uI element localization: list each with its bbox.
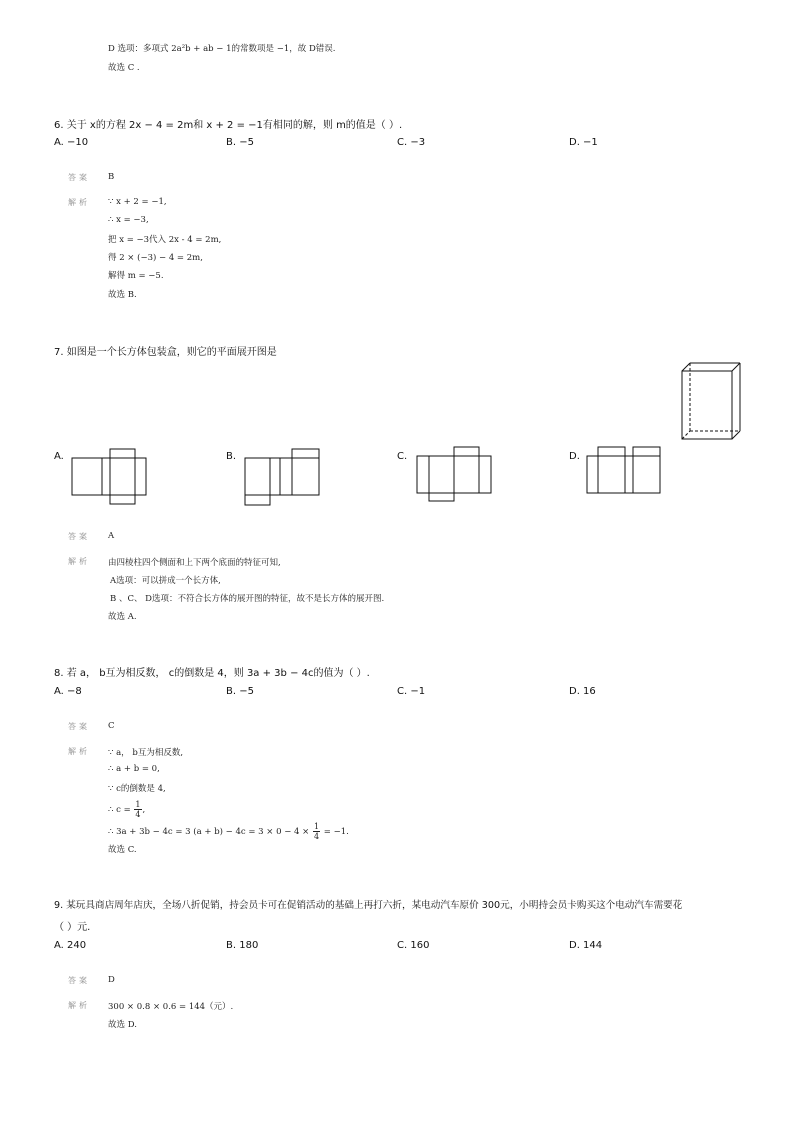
option-b: B. −5 — [226, 686, 254, 697]
answer-label: 答案 — [68, 976, 90, 985]
analysis-line: A选项：可以拼成一个长方体, — [110, 576, 221, 586]
question-stem: 9. 某玩具商店周年店庆，全场八折促销，持会员卡可在促销活动的基础上再打六折，某电动汽车原价 300元，小明持会员卡购买这个电动汽车需要花 — [54, 900, 683, 911]
analysis-text: = −1. — [321, 827, 349, 837]
option-d: D. 16 — [569, 686, 596, 697]
option-a: A. −8 — [54, 686, 82, 697]
analysis-label: 解析 — [68, 747, 90, 756]
answer-label: 答案 — [68, 722, 90, 731]
analysis-line: 由四棱柱四个侧面和上下两个底面的特征可知, — [108, 558, 281, 568]
analysis-line: 故选 D. — [108, 1020, 137, 1030]
prev-analysis-line: D 选项：多项式 2a²b + ab − 1的常数项是 −1，故 D错误. — [108, 44, 336, 54]
option-d: D. 144 — [569, 940, 603, 951]
fraction-denominator: 4 — [313, 832, 320, 841]
analysis-label: 解析 — [68, 198, 90, 207]
answer-label: 答案 — [68, 173, 90, 182]
question-stem-continued: （ ）元. — [54, 922, 91, 933]
analysis-text: ∴ 3a + 3b − 4c = 3 (a + b) − 4c = 3 × 0 − 4 × — [108, 827, 312, 837]
answer-value: A — [108, 531, 115, 541]
analysis-line: B 、C、 D选项：不符合长方体的展开图的特征，故不是长方体的展开图. — [110, 594, 385, 604]
question-stem: 7. 如图是一个长方体包装盒，则它的平面展开图是 — [54, 347, 277, 358]
answer-value: D — [108, 975, 115, 985]
analysis-label: 解析 — [68, 557, 90, 566]
option-a: A. 240 — [54, 940, 87, 951]
fraction-numerator: 1 — [135, 800, 141, 809]
option-d: D. — [569, 451, 580, 462]
analysis-line: 解得 m = −5. — [108, 271, 164, 281]
analysis-line: ∵ a， b互为相反数, — [108, 748, 184, 758]
prev-conclusion: 故选 C . — [108, 63, 140, 73]
option-b: B. 180 — [226, 940, 259, 951]
fraction-numerator: 1 — [313, 822, 320, 831]
net-figure-a — [70, 447, 148, 505]
analysis-line: 故选 C. — [108, 845, 137, 855]
net-figure-c — [415, 445, 493, 503]
analysis-line: ∴ x = −3, — [108, 215, 149, 225]
option-d: D. −1 — [569, 137, 598, 148]
answer-label: 答案 — [68, 532, 90, 541]
analysis-line: 故选 B. — [108, 290, 137, 300]
net-figure-d — [585, 445, 663, 497]
analysis-line: 把 x = −3代入 2x - 4 = 2m, — [108, 235, 222, 245]
analysis-line: 故选 A. — [108, 612, 137, 622]
analysis-text: , — [142, 805, 146, 815]
analysis-line: ∵ x + 2 = −1, — [108, 197, 167, 207]
cuboid-figure — [678, 362, 740, 442]
analysis-line — [108, 822, 349, 841]
option-c: C. 160 — [397, 940, 430, 951]
option-b: B. −5 — [226, 137, 254, 148]
question-stem: 8. 若 a， b互为相反数， c的倒数是 4，则 3a + 3b − 4c的值为（ ）. — [54, 668, 370, 679]
analysis-line: ∴ a + b = 0, — [108, 764, 160, 774]
fraction-denominator: 4 — [135, 810, 141, 819]
analysis-label: 解析 — [68, 1001, 90, 1010]
fraction — [134, 800, 141, 819]
option-a: A. −10 — [54, 137, 89, 148]
analysis-line: 得 2 × (−3) − 4 = 2m, — [108, 253, 203, 263]
analysis-text: ∴ c = — [108, 805, 134, 815]
analysis-line — [108, 800, 145, 819]
option-b: B. — [226, 451, 237, 462]
option-c: C. — [397, 451, 408, 462]
analysis-line: 300 × 0.8 × 0.6 = 144（元）. — [108, 1002, 234, 1012]
option-c: C. −1 — [397, 686, 426, 697]
question-stem: 6. 关于 x的方程 2x − 4 = 2m和 x + 2 = −1有相同的解，则 m的值是（ ）. — [54, 120, 403, 131]
option-c: C. −3 — [397, 137, 426, 148]
net-figure-b — [243, 447, 323, 509]
answer-value: C — [108, 721, 115, 731]
fraction — [313, 822, 320, 841]
analysis-line: ∵ c的倒数是 4, — [108, 784, 166, 794]
option-a: A. — [54, 451, 64, 462]
answer-value: B — [108, 172, 115, 182]
